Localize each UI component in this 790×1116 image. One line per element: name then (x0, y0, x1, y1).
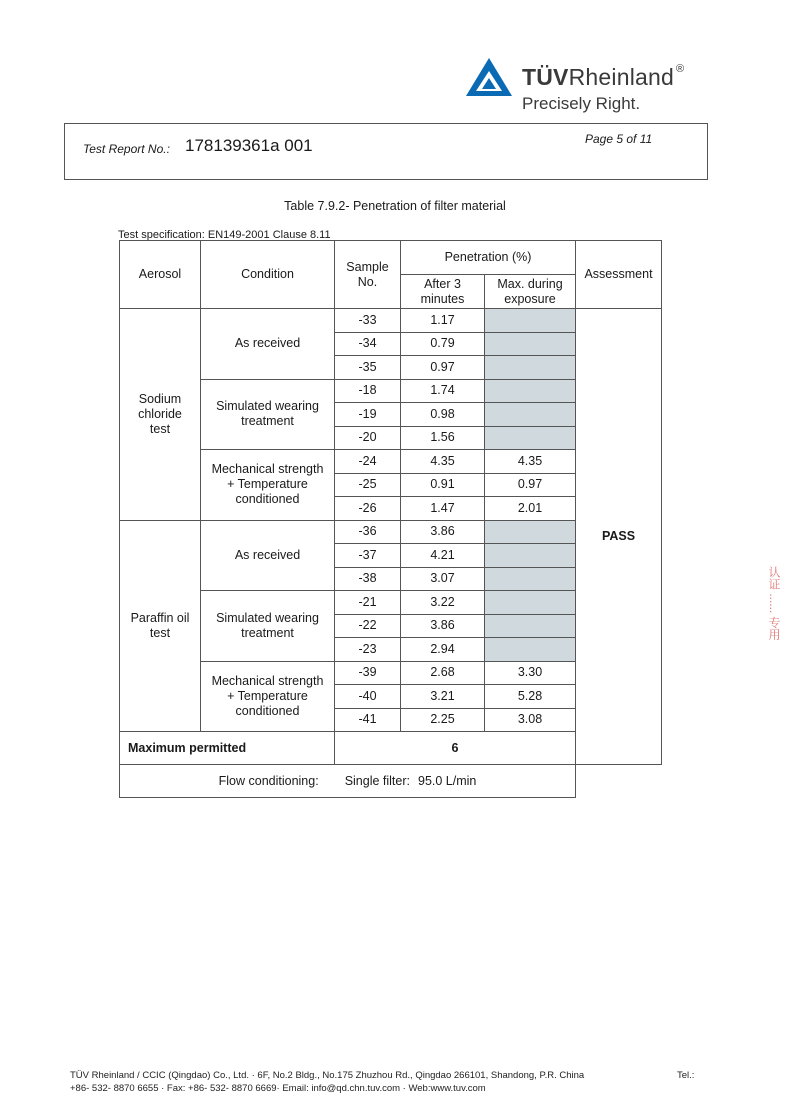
after3-cell: 3.07 (401, 567, 485, 591)
after3-cell: 2.25 (401, 708, 485, 732)
max-exposure-cell (485, 332, 576, 356)
header-sample-no: Sample No. (335, 241, 401, 309)
after3-cell: 2.68 (401, 661, 485, 685)
condition-cell: As received (201, 309, 335, 380)
report-header (64, 123, 708, 180)
after3-cell: 1.74 (401, 379, 485, 403)
sample-cell: -36 (335, 520, 401, 544)
tuv-logo (464, 54, 704, 118)
max-exposure-cell (485, 544, 576, 568)
header-penetration: Penetration (%) (401, 241, 576, 275)
max-exposure-cell (485, 379, 576, 403)
sample-cell: -33 (335, 309, 401, 333)
aerosol-cell: Sodium chloride test (120, 309, 201, 521)
report-number: 178139361a 001 (185, 136, 313, 155)
max-exposure-cell: 3.08 (485, 708, 576, 732)
after3-cell: 3.21 (401, 685, 485, 709)
header-assessment: Assessment (576, 241, 662, 309)
footer (70, 1069, 695, 1095)
max-exposure-cell: 0.97 (485, 473, 576, 497)
sample-cell: -37 (335, 544, 401, 568)
brand-name (522, 64, 684, 91)
brand-light: Rheinland (568, 64, 674, 90)
max-exposure-cell: 2.01 (485, 497, 576, 521)
registered-mark: ® (676, 63, 685, 76)
max-exposure-cell (485, 520, 576, 544)
max-exposure-cell (485, 614, 576, 638)
header-max-exposure: Max. during exposure (485, 275, 576, 309)
max-exposure-cell (485, 403, 576, 427)
max-exposure-cell: 4.35 (485, 450, 576, 474)
sample-cell: -25 (335, 473, 401, 497)
header-after3: After 3 minutes (401, 275, 485, 309)
sample-cell: -39 (335, 661, 401, 685)
after3-cell: 0.98 (401, 403, 485, 427)
max-exposure-cell: 3.30 (485, 661, 576, 685)
page-indicator: Page 5 of 11 (585, 132, 653, 146)
flow-cell (120, 765, 576, 798)
footer-tel: Tel.: (677, 1070, 695, 1081)
header-aerosol: Aerosol (120, 241, 201, 309)
condition-cell: Mechanical strength + Temperature conditioned (201, 661, 335, 732)
max-exposure-cell (485, 638, 576, 662)
sample-cell: -19 (335, 403, 401, 427)
after3-cell: 2.94 (401, 638, 485, 662)
sample-cell: -40 (335, 685, 401, 709)
brand-bold: TÜV (522, 64, 569, 90)
sample-cell: -18 (335, 379, 401, 403)
max-exposure-cell: 5.28 (485, 685, 576, 709)
max-exposure-cell (485, 309, 576, 333)
report-label: Test Report No.: (83, 142, 170, 156)
assessment-cell: PASS (576, 309, 662, 765)
max-exposure-cell (485, 567, 576, 591)
sample-cell: -35 (335, 356, 401, 380)
footer-line1: TÜV Rheinland / CCIC (Qingdao) Co., Ltd. · 6F, No.2 Bldg., No.175 Zhuzhou Rd., Qingdao 266101, Shandong, P.R. China (70, 1070, 585, 1081)
sample-cell: -34 (335, 332, 401, 356)
flow-row (120, 765, 662, 798)
flow-label: Flow conditioning: (218, 773, 319, 788)
condition-cell: Simulated wearing treatment (201, 379, 335, 450)
max-exposure-cell (485, 426, 576, 450)
table-row (120, 309, 662, 333)
condition-cell: As received (201, 520, 335, 591)
sample-cell: -38 (335, 567, 401, 591)
max-permitted-value: 6 (335, 732, 576, 765)
flow-rate: 95.0 L/min (418, 773, 477, 788)
max-exposure-cell (485, 356, 576, 380)
sample-cell: -41 (335, 708, 401, 732)
header-condition: Condition (201, 241, 335, 309)
tuv-triangle-icon (464, 56, 514, 98)
after3-cell: 3.22 (401, 591, 485, 615)
after3-cell: 4.21 (401, 544, 485, 568)
flow-filter: Single filter: (344, 773, 410, 788)
penetration-table (119, 240, 662, 798)
sample-cell: -26 (335, 497, 401, 521)
max-permitted-label: Maximum permitted (120, 732, 335, 765)
after3-cell: 4.35 (401, 450, 485, 474)
after3-cell: 0.97 (401, 356, 485, 380)
condition-cell: Mechanical strength + Temperature conditioned (201, 450, 335, 521)
after3-cell: 0.79 (401, 332, 485, 356)
sample-cell: -24 (335, 450, 401, 474)
sample-cell: -21 (335, 591, 401, 615)
after3-cell: 1.17 (401, 309, 485, 333)
after3-cell: 3.86 (401, 614, 485, 638)
max-exposure-cell (485, 591, 576, 615)
after3-cell: 1.56 (401, 426, 485, 450)
sample-cell: -20 (335, 426, 401, 450)
sample-cell: -22 (335, 614, 401, 638)
condition-cell: Simulated wearing treatment (201, 591, 335, 662)
after3-cell: 3.86 (401, 520, 485, 544)
seal-stamp (764, 566, 790, 716)
aerosol-cell: Paraffin oil test (120, 520, 201, 732)
table-title: Table 7.9.2- Penetration of filter material (284, 199, 506, 213)
after3-cell: 1.47 (401, 497, 485, 521)
slogan: Precisely Right. (522, 94, 641, 113)
stamp-text: 认证 ...... 专用 (767, 566, 781, 641)
test-specification: Test specification: EN149-2001 Clause 8.11 (118, 229, 331, 241)
after3-cell: 0.91 (401, 473, 485, 497)
footer-line2: +86- 532- 8870 6655 · Fax: +86- 532- 8870 6669· Email: info@qd.chn.tuv.com · Web:www.tuv.com (70, 1083, 486, 1094)
sample-cell: -23 (335, 638, 401, 662)
